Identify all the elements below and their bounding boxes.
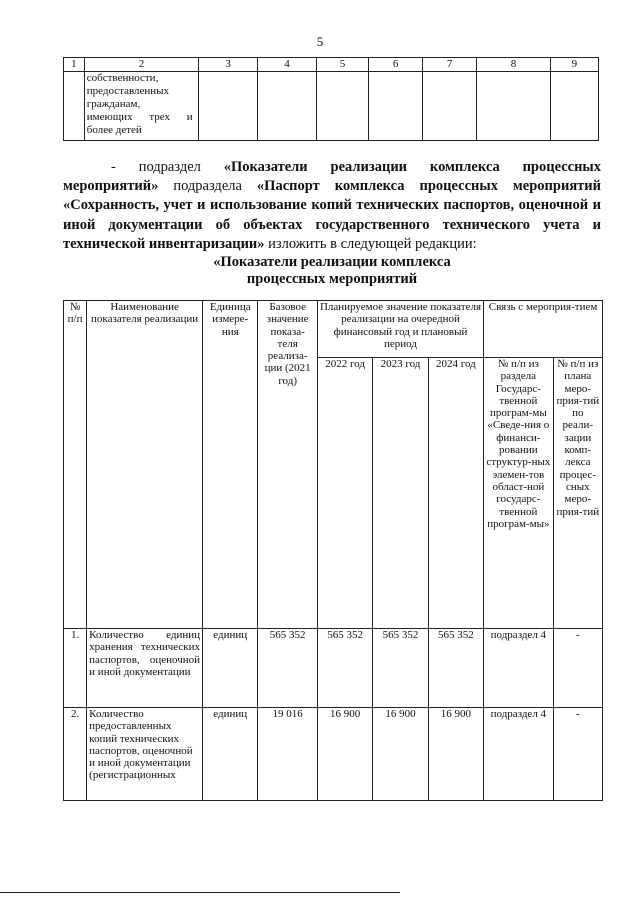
cell-name: Количество единиц хранения технических паспортов, оценочной и иной документации [87,629,203,708]
cell-2023: 565 352 [373,629,428,708]
cell-line: предоставленных [86,85,170,97]
table-row [64,629,603,708]
section-title-line: «Показатели реализации комплекса [213,254,451,270]
table-cell [477,72,551,141]
cell-line: более детей [86,124,142,136]
cell-line: гражданам, [86,98,141,110]
table-header-row [64,58,599,72]
col-number: 4 [258,58,317,72]
footer-rule [0,892,400,893]
para-bold-text: «Паспорт комплекса процессных мероприятий «Сохранность, учет и использование копий технических паспортов, оценочной и иной документации об объектах государственного технического учета и технической инвентаризации» [63,178,602,252]
header-link-program: № п/п из раздела Государс-твенной програм-мы «Сведе-ния о финанси-ровании структур-ных элемен-тов област-ной государс-твенной програм-мы» [484,358,554,629]
table-cell [199,72,258,141]
table-row [64,708,603,801]
col-number: 8 [477,58,551,72]
col-number: 3 [199,58,258,72]
cell-unit: единиц [203,708,258,801]
col-number: 2 [84,58,198,72]
table-cell [317,72,369,141]
cell-link-plan: - [553,708,602,801]
col-number: 5 [317,58,369,72]
header-year-2024: 2024 год [428,358,483,629]
table-cell [369,72,423,141]
header-unit: Единица измере-ния [203,301,258,629]
cell-num: 2. [64,708,87,801]
cell-num: 1. [64,629,87,708]
header-year-2022: 2022 год [317,358,372,629]
cell-link-program: подраздел 4 [484,629,554,708]
section-title [63,254,601,288]
header-link-plan: № п/п из плана меро-прия-тий по реали-зации комп-лекса процес-сных меро-прия-тий [553,358,602,629]
table-cell [423,72,477,141]
para-text: подраздела [158,178,257,195]
header-num: № п/п [64,301,87,629]
col-number: 1 [64,58,85,72]
cell-base: 565 352 [258,629,317,708]
body-paragraph [63,158,601,254]
cell-2024: 565 352 [428,629,483,708]
page-number: 5 [316,34,324,49]
cell-link-plan: - [553,629,602,708]
para-text: изложить в следующей редакции: [264,235,477,252]
table-row [64,72,599,141]
continued-table [63,57,599,141]
col-number: 7 [423,58,477,72]
header-year-2023: 2023 год [373,358,428,629]
section-title-line: процессных мероприятий [246,271,418,287]
col-number: 6 [369,58,423,72]
cell-link-program: подраздел 4 [484,708,554,801]
cell-name: Количество предоставленных копий технических паспортов, оценочной и иной документации (регистрационных [87,708,203,801]
table-cell [258,72,317,141]
cell-2022: 16 900 [317,708,372,801]
para-text: - подраздел [111,159,224,175]
table-cell [84,72,198,141]
table-cell [550,72,598,141]
cell-line: имеющих трех и [86,111,193,123]
table-header-row [64,301,603,358]
indicators-table [63,300,603,801]
para-bold-text: «Показатели реализации комплекса процессных мероприятий» [63,159,602,195]
cell-2022: 565 352 [317,629,372,708]
cell-2023: 16 900 [373,708,428,801]
cell-unit: единиц [203,629,258,708]
cell-line: собственности, [86,72,159,84]
cell-base: 19 016 [258,708,317,801]
header-link: Связь с мероприя-тием [484,301,603,358]
table-cell [64,72,85,141]
header-planned: Планируемое значение показателя реализации на очередной финансовый год и плановый период [317,301,483,358]
cell-2024: 16 900 [428,708,483,801]
col-number: 9 [550,58,598,72]
header-name: Наименование показателя реализации [87,301,203,629]
header-base: Базовое значение показа-теля реализа-ции (2021 год) [258,301,317,629]
